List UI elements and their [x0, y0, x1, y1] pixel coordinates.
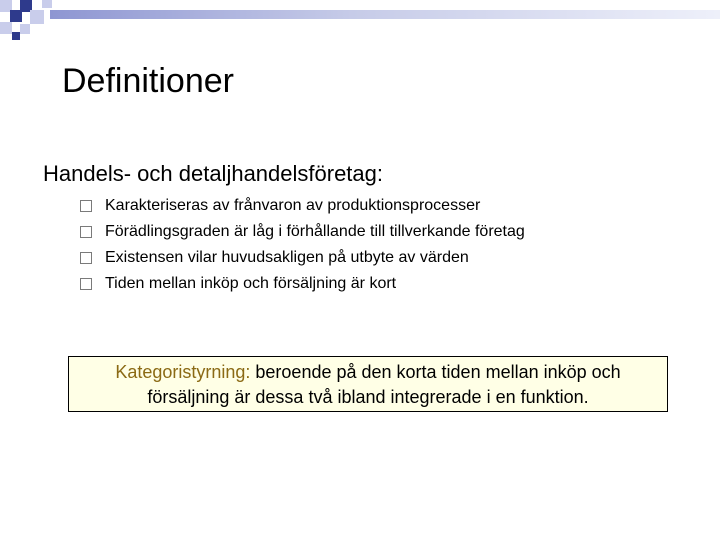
definition-term: Kategoristyrning:	[115, 362, 251, 382]
definition-text-1: beroende på den korta tiden mellan inköp och	[250, 362, 621, 382]
definition-line-1	[69, 360, 667, 385]
hollow-square-icon	[80, 278, 92, 290]
header-decoration	[0, 0, 720, 50]
hollow-square-icon	[80, 200, 92, 212]
bullet-item	[80, 245, 525, 271]
slide-title: Definitioner	[62, 62, 234, 100]
bullet-text: Förädlingsgraden är låg i förhållande till tillverkande företag	[105, 223, 525, 240]
bullet-text: Existensen vilar huvudsakligen på utbyte av värden	[105, 249, 469, 266]
hollow-square-icon	[80, 252, 92, 264]
bullet-text: Karakteriseras av frånvaron av produktionsprocesser	[105, 197, 481, 214]
definition-box	[68, 356, 668, 412]
bullet-item	[80, 219, 525, 245]
definition-line-2: försäljning är dessa två ibland integrerade i en funktion.	[147, 387, 589, 407]
bullet-item	[80, 193, 525, 219]
bullet-list	[80, 193, 525, 297]
hollow-square-icon	[80, 226, 92, 238]
bullet-item	[80, 271, 525, 297]
bullet-text: Tiden mellan inköp och försäljning är kort	[105, 275, 397, 292]
slide-subtitle: Handels- och detaljhandelsföretag:	[43, 161, 384, 186]
